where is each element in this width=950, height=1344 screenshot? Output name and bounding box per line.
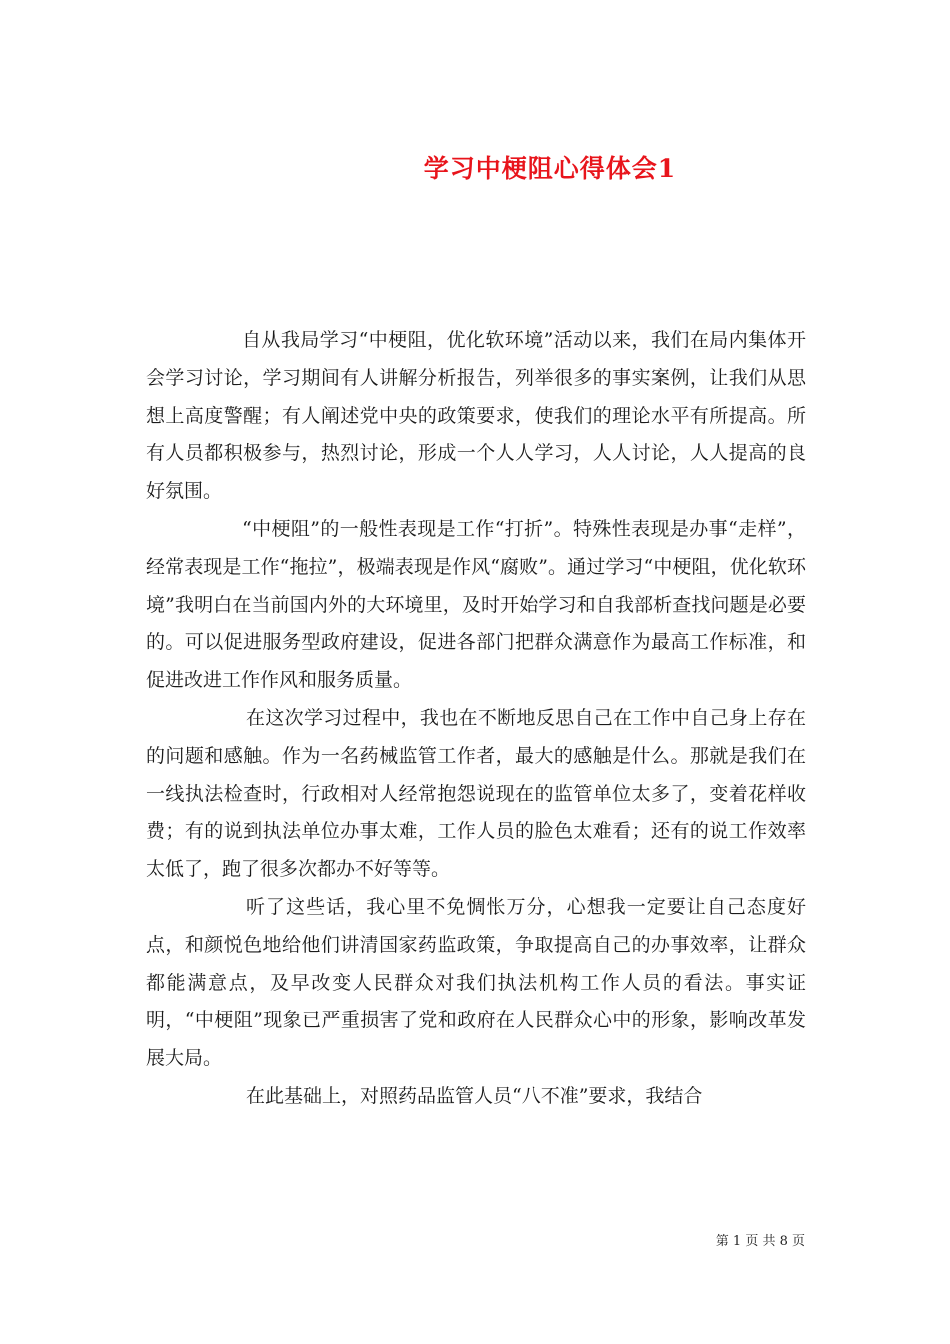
page-indicator: 第 1 页 共 8 页 <box>715 1234 805 1249</box>
paragraph: “中梗阻”的一般性表现是工作“打折”。特殊性表现是办事“走样”，经常表现是工作“拖拉”，极端表现是作风“腐败”。通过学习“中梗阻，优化软环境”我明白在当前国内外的大环境里，及时开始学习和自我部析查找问题是必要的。可以促进服务型政府建设，促进各部门把群众满意作为最高工作标准，和促进改进工作作风和服务质量。 <box>146 517 806 692</box>
paragraph: 在此基础上，对照药品监管人员“八不准”要求，我结合 <box>246 1084 703 1107</box>
document-body <box>146 322 806 1116</box>
paragraph: 自从我局学习“中梗阻，优化软环境”活动以来，我们在局内集体开会学习讨论，学习期间有人讲解分析报告，列举很多的事实案例，让我们从思想上高度警醒；有人阐述党中央的政策要求，使我们的理论水平有所提高。所有人员都积极参与，热烈讨论，形成一个人人学习，人人讨论，人人提高的良好氛围。 <box>146 329 806 503</box>
paragraph: 在这次学习过程中，我也在不断地反思自己在工作中自己身上存在的问题和感触。作为一名药械监管工作者，最大的感触是什么。那就是我们在一线执法检查时，行政相对人经常抱怨说现在的监管单位太多了，变着花样收费；有的说到执法单位办事太难，工作人员的脸色太难看；还有的说工作效率太低了，跑了很多次都办不好等等。 <box>146 706 806 881</box>
paragraph: 听了这些话，我心里不免惆怅万分，心想我一定要让自己态度好点，和颜悦色地给他们讲清国家药监政策，争取提高自己的办事效率，让群众都能满意点，及早改变人民群众对我们执法机构工作人员的看法。事实证明，“中梗阻”现象已严重损害了党和政府在人民群众心中的形象，影响改革发展大局。 <box>146 895 806 1070</box>
document-title: 学习中梗阻心得体会1 <box>423 153 677 183</box>
